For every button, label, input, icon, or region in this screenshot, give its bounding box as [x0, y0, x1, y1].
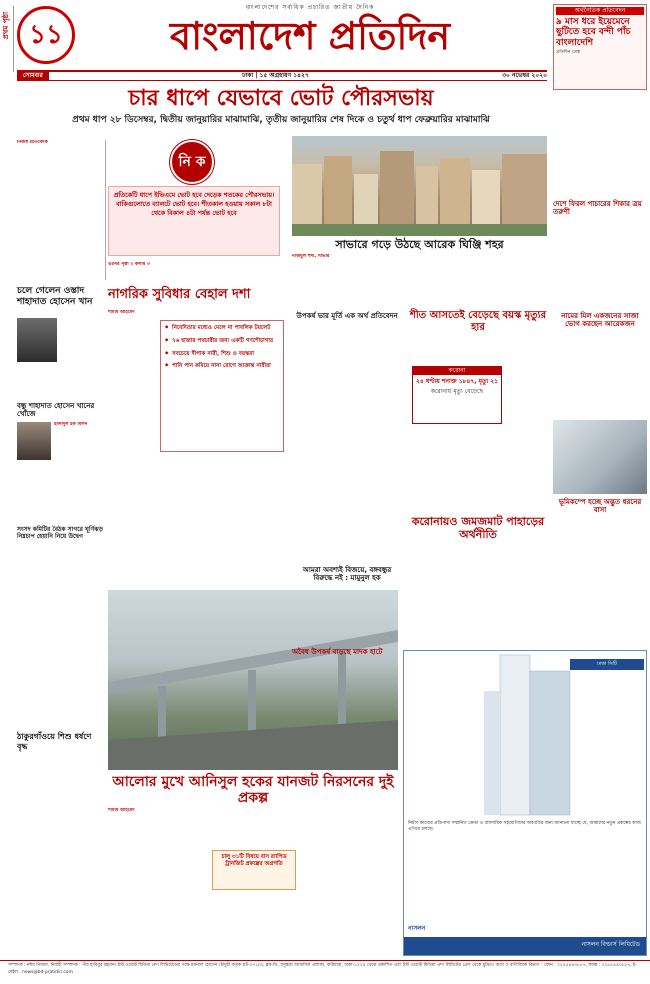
obit-body — [60, 318, 104, 398]
weekday: সোমবার — [17, 72, 49, 80]
obit-portrait — [17, 318, 57, 362]
lead-continued: এরপর পৃষ্ঠা ২ কলাম ৩ — [108, 262, 150, 267]
city-byline: নাজমুল হুদা, সাভার — [292, 254, 330, 259]
real-estate-ad[interactable] — [403, 650, 647, 956]
masthead — [80, 4, 540, 68]
summit-headline[interactable]: সংসদ কমিটির বৈঠক সাগরে ঘূর্ণিঝড় নিম্নচাপ হেয়ানি নিয়ে উদ্বেগ — [17, 526, 103, 541]
bullet-item: ◆ পানি পান কমিয়ে নানা রোগে আক্রান্ত নারীরা — [165, 363, 279, 371]
ad-bottom-bar — [404, 937, 646, 955]
civic-headline[interactable]: নাগরিক সুবিধার বেহাল দশা — [108, 287, 251, 302]
page-label-tab — [0, 6, 14, 72]
ear-panel — [553, 4, 647, 90]
bridge-body-col3 — [300, 808, 398, 958]
friend-headline[interactable]: বন্ধু শাহাদাত হোসেন খানের খোঁজে — [17, 402, 95, 419]
war-headline[interactable]: আমরা অবশ্যই বিজয়ে, বঙ্গবন্ধুর বিরুদ্ধে নই : মামুনুল হক — [302, 566, 392, 583]
civic-body-col2 — [160, 456, 284, 528]
metro-rail-graphic — [108, 590, 398, 770]
return-body — [553, 220, 647, 310]
ad-brand: নাসলন — [408, 925, 426, 932]
bridge-body-col1 — [108, 808, 208, 958]
ug-body — [292, 336, 402, 562]
city-headline[interactable]: সাভারে গড়ে উঠছে আরেক ঘিঞ্জি শহর — [335, 238, 504, 251]
friend-body — [54, 422, 104, 522]
imprint-text: সম্পাদক : নঈম নিজাম, নির্বাহী সম্পাদক : পীর হাবিবুর রহমান। ইস্ট ওয়েস্ট মিডিয়া গ্রুপ লিমিটেডের পক্ষে ময়নাল হোসেন চৌধুরী কর্তৃক প্লট-৩৭১/এ, ব্লক-ডি, বসুন্ধরা আবাসিক এলাকা, বারিধারা, ঢাকা-১২২৯ থেকে প্রকাশিত এবং ইস্ট ওয়েস্ট মিডিয়া গ্রুপ লিমিটেড প্রেস থেকে মুদ্রিত। — [8, 963, 495, 968]
threat-headline[interactable]: অবৈধ উপকর্ষ বাড়ছে মাদক হাটে — [292, 648, 383, 656]
friend-byline: ইমদাদুল হক মিলন — [54, 422, 88, 427]
imprint-contact: বার্তা ও বাণিজ্যিক বিভাগ : ফোন : ০২৫৫৪৬৩৮৮৭, ফ্যাক্স : ০২৫৫৪৬৩৮৮৭, ই-মেইল : news@bd-pratidin.com — [8, 963, 637, 975]
accident-photo — [553, 420, 647, 494]
logo-text: নি ক — [178, 154, 206, 170]
lead-body-col2 — [218, 140, 286, 184]
cold-body — [408, 342, 548, 364]
ear-byline: প্রতিদিন ডেস্ক — [556, 50, 581, 56]
column-rule — [105, 140, 106, 280]
corona-infobox — [412, 366, 502, 424]
imprint-footer — [0, 960, 650, 984]
ear-headline[interactable]: ৯ মাস ধরে ইয়েমেনে ছুটিতে হবে বন্দী পাঁচ বাংলাদেশি — [556, 17, 631, 48]
bridge-body-col2 — [212, 808, 296, 848]
lead-byline: নিজস্ব প্রতিবেদক — [17, 140, 48, 145]
quake-headline[interactable]: ভূমিকম্পে হচ্ছে অদ্ভুত ধরনের বাসা — [558, 498, 642, 515]
election-commission-logo — [170, 140, 214, 184]
bridge-headline[interactable]: আলোর মুখে আনিসুল হকের যানজট নিরসনের দুই প্রকল্প — [112, 774, 394, 807]
lead-pull-quote: প্রতিকেটি ধাপে ইভিএমে ভোট হবে দেড়েক শতকের পৌরসভায়। বাকিগুলোতে ব্যালটে ভোট হবে। শীতকাল হওয়ায় সকাল ৮টা থেকে বিকাল ৪টা পর্যন্ত ভোট হবে — [108, 186, 280, 256]
city-photo — [292, 136, 547, 236]
anniversary-logo — [17, 6, 75, 64]
hill-body — [408, 546, 548, 646]
nameday-body — [553, 338, 647, 418]
masthead-tagline: বাংলাদেশের সর্বাধিক প্রচারিত জাতীয় দৈনিক — [245, 4, 375, 11]
lead-body-col1 — [17, 140, 103, 280]
logo-number: ১১ — [29, 20, 63, 50]
quake-body — [553, 516, 647, 646]
bullet-item: ◆ ৭৬ হাজার পথচারীর জন্য একটি গণশৌচাগার — [165, 338, 279, 346]
newspaper-name: বাংলাদেশ প্রতিদিন — [169, 13, 451, 59]
bangla-date: ঢাকা | ১৫ অগ্রহায়ণ ১৪২৭ — [242, 71, 309, 79]
metro-rail-photo — [108, 590, 398, 770]
bullet-item: ◆ সবচেয়ে দীপাক নারী, শিশু ও বয়স্করা — [165, 351, 279, 359]
corona-label: করোনা — [413, 367, 501, 375]
ear-section: অর্থনৈতিক প্রতিবেদন — [556, 7, 644, 15]
ad-tag: ঢাকা সিটি — [570, 659, 644, 670]
ad-bottom-text: নাসলন বিল্ডার্স লিমিটেড — [581, 941, 640, 948]
city-skyline-graphic — [292, 136, 547, 236]
return-headline[interactable]: দেশে ফিরল পাচারের শিকার ত্রয় তরুণী — [553, 200, 642, 217]
nameday-headline[interactable]: নামের মিল একজনের সাজা ভোগ করছেন আরেকজন — [561, 312, 639, 329]
page-label: প্রথম পৃষ্ঠা — [2, 12, 10, 40]
ear-body — [553, 94, 647, 198]
corona-stat2: করোনায় মৃত্যু বেড়েছে — [430, 388, 484, 396]
corona-body — [408, 428, 548, 512]
summit-body — [17, 552, 103, 728]
civic-bullets — [160, 320, 284, 452]
english-date: ৩০ নভেম্বর ২০২০ — [502, 71, 547, 79]
friend-portrait — [17, 422, 51, 460]
obit-headline[interactable]: চলে গেলেন ওস্তাদ শাহাদাত হোসেন খান — [17, 286, 93, 307]
ad-caption: নির্মাণ কাজের প্রতিপাদ্য সম্মানিত ক্রেতা ও ব্যবসায়িক সহযোগিদের অবগতির জন্য জানানো যাচ্ছে যে, আমাদের নতুন প্রকল্পের কাজ এগিয়ে চলছে। — [408, 821, 641, 833]
hill-headline[interactable]: করোনায়ও জমজমাট পাহাড়ের অর্থনীতি — [411, 515, 545, 541]
city-body — [292, 254, 547, 308]
lead-headline[interactable]: চার ধাপে যেভাবে ভোট পৌরসভায় — [128, 86, 434, 111]
ug-headline[interactable]: উপকর্ষ ভার মূর্তি এক অর্থ প্রতিবেদন — [296, 312, 398, 320]
bullet-item: ◆ নিবেদিতার মধ্যেও মেলে না পাবলিক টয়লেট — [165, 325, 279, 333]
project-box: চালু ৩১টি বিষয়ে বাস র‍্যাপিড ট্রানজিট প্রকল্পের অগ্রগতি — [212, 850, 296, 890]
corona-stat: ২৪ ঘণ্টায় শনাক্ত ১৮৪৭, মৃত্যু ২১ — [415, 378, 499, 386]
cold-headline[interactable]: শীত আসতেই বেড়েছে বয়স্ক মৃত্যুর হার — [409, 310, 547, 333]
bdesh-body — [108, 536, 286, 556]
civic-byline: শামীম আহমেদ — [108, 310, 135, 315]
dateline — [17, 70, 547, 81]
building-illustration — [404, 651, 647, 956]
child-body — [17, 756, 103, 956]
civic-body-col1 — [108, 310, 158, 530]
child-headline[interactable]: ঠাকুরগাঁওয়ে শিশু ধর্ষণে বৃদ্ধ — [17, 732, 92, 751]
bridge-byline: শামীম আহমেদ — [108, 808, 135, 813]
lead-subhead: প্রথম ধাপ ২৮ ডিসেম্বর, দ্বিতীয় জানুয়ারির মাঝামাঝি, তৃতীয় জানুয়ারির শেষ দিকে ও চতুর্থ ধাপ ফেব্রুয়ারির মাঝামাঝি — [72, 115, 490, 125]
lead-body-col3 — [108, 262, 286, 282]
